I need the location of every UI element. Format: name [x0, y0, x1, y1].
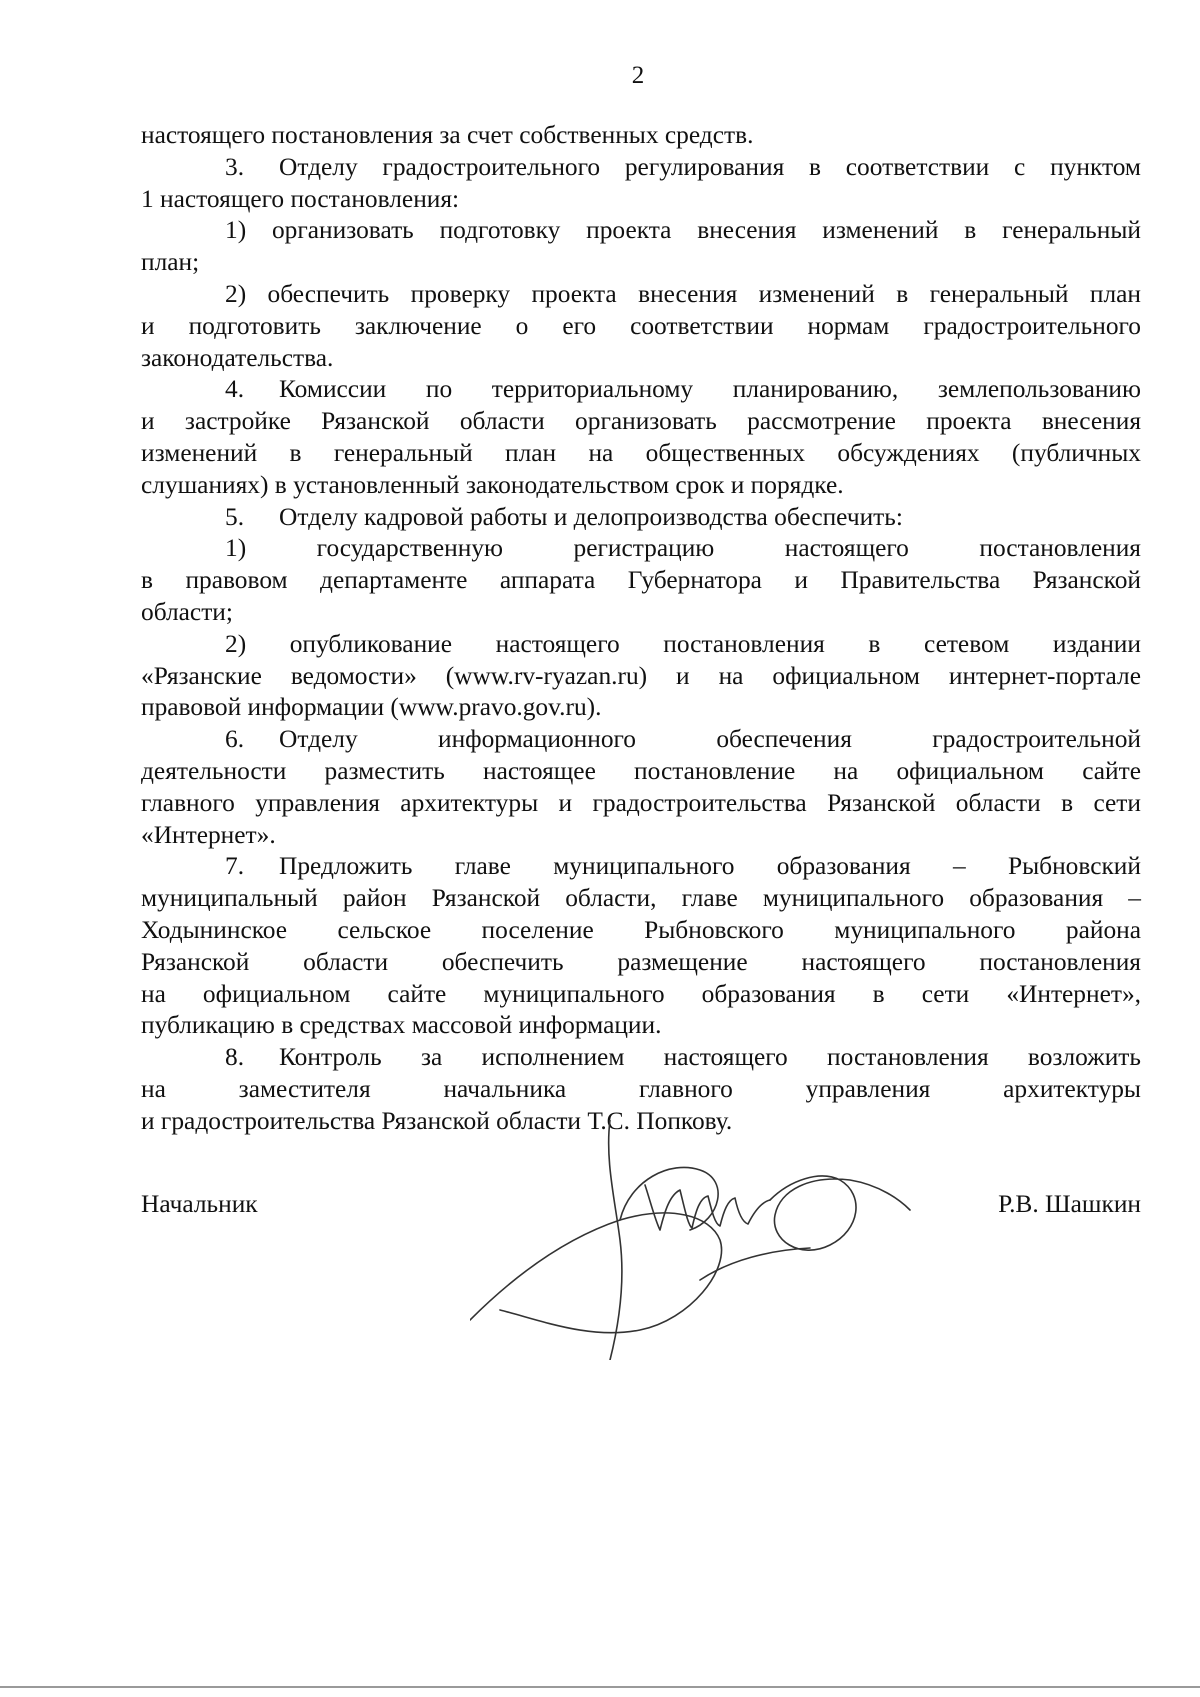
item-4-line-3: изменений в генеральный план на общественных обсуждениях (публичных	[141, 438, 1141, 467]
item-4-number: 4.	[225, 375, 245, 404]
item-3-number: 3.	[225, 152, 245, 181]
item-5-sub-1-line-3: области;	[141, 597, 233, 626]
item-3-line-2: 1 настоящего постановления:	[141, 184, 460, 213]
document-body	[141, 120, 1141, 1138]
page-number: 2	[631, 62, 645, 89]
item-7-line-1	[141, 851, 1141, 883]
item-7-line-3: Ходынинское сельское поселение Рыбновского муниципального района	[141, 915, 1141, 944]
signatory-name: Р.В. Шашкин	[998, 1190, 1141, 1218]
item-6-text: Отделу информационного обеспечения градостроительной	[279, 725, 1141, 754]
item-5-sub-2-line-1: 2) опубликование настоящего постановления в сетевом издании	[225, 629, 1141, 658]
item-3-sub-1-line-2: план;	[141, 248, 200, 277]
item-6-number: 6.	[225, 725, 245, 754]
scan-edge-line	[0, 1686, 1200, 1688]
item-6-line-4: «Интернет».	[141, 820, 276, 849]
item-5-sub-1-line-1: 1) государственную регистрацию настоящего постановления	[225, 534, 1141, 563]
item-5-sub-1-line-2: в правовом департаменте аппарата Губернатора и Правительства Рязанской	[141, 566, 1141, 595]
item-3-sub-2-line-1: 2) обеспечить проверку проекта внесения изменений в генеральный план	[225, 279, 1141, 308]
item-5-number: 5.	[225, 502, 245, 531]
item-4-line-2: и застройке Рязанской области организовать рассмотрение проекта внесения	[141, 407, 1141, 436]
item-8-number: 8.	[225, 1043, 245, 1072]
item-7-text: Предложить главе муниципального образования – Рыбновский	[279, 852, 1141, 881]
item-6-line-1	[141, 724, 1141, 756]
item-7-number: 7.	[225, 852, 245, 881]
item-3-sub-1-line-1: 1) организовать подготовку проекта внесения изменений в генеральный	[225, 216, 1141, 245]
item-7-line-5: на официальном сайте муниципального образования в сети «Интернет»,	[141, 979, 1141, 1008]
item-7-line-4: Рязанской области обеспечить размещение настоящего постановления	[141, 947, 1141, 976]
item-3-sub-2-line-3: законодательства.	[141, 343, 334, 372]
item-5-sub-2-line-3: правовой информации (www.pravo.gov.ru).	[141, 693, 602, 722]
item-5-sub-2-line-2: «Рязанские ведомости» (www.rv-ryazan.ru) и на официальном интернет-портале	[141, 661, 1141, 690]
item-5-text: Отделу кадровой работы и делопроизводства обеспечить:	[279, 502, 903, 531]
item-4-text: Комиссии по территориальному планированию, землепользованию	[279, 375, 1141, 404]
signatory-title: Начальник	[141, 1190, 258, 1218]
item-3-sub-2-line-2: и подготовить заключение о его соответствии нормам градостроительного	[141, 311, 1141, 340]
item-3-text: Отделу градостроительного регулирования в соответствии с пунктом	[279, 152, 1141, 181]
item-8-line-2: на заместителя начальника главного управления архитектуры	[141, 1074, 1141, 1103]
item-4-line-1	[141, 374, 1141, 406]
item-3-line-1	[141, 152, 1141, 184]
item-5-line-1	[141, 502, 1141, 534]
item-4-line-4: слушаниях) в установленный законодательством срок и порядке.	[141, 470, 844, 499]
item-8-line-1	[141, 1042, 1141, 1074]
item-7-line-2: муниципальный район Рязанской области, главе муниципального образования –	[141, 884, 1141, 913]
handwritten-signature	[470, 1120, 930, 1360]
item-8-text: Контроль за исполнением настоящего постановления возложить	[279, 1043, 1141, 1072]
item-8-line-3: и градостроительства Рязанской области Т.С. Попкову.	[141, 1106, 733, 1135]
item-6-line-3: главного управления архитектуры и градостроительства Рязанской области в сети	[141, 788, 1141, 817]
item-7-line-6: публикацию в средствах массовой информации.	[141, 1011, 662, 1040]
item-6-line-2: деятельности разместить настоящее постановление на официальном сайте	[141, 756, 1141, 785]
intro-line: настоящего постановления за счет собственных средств.	[141, 121, 754, 149]
